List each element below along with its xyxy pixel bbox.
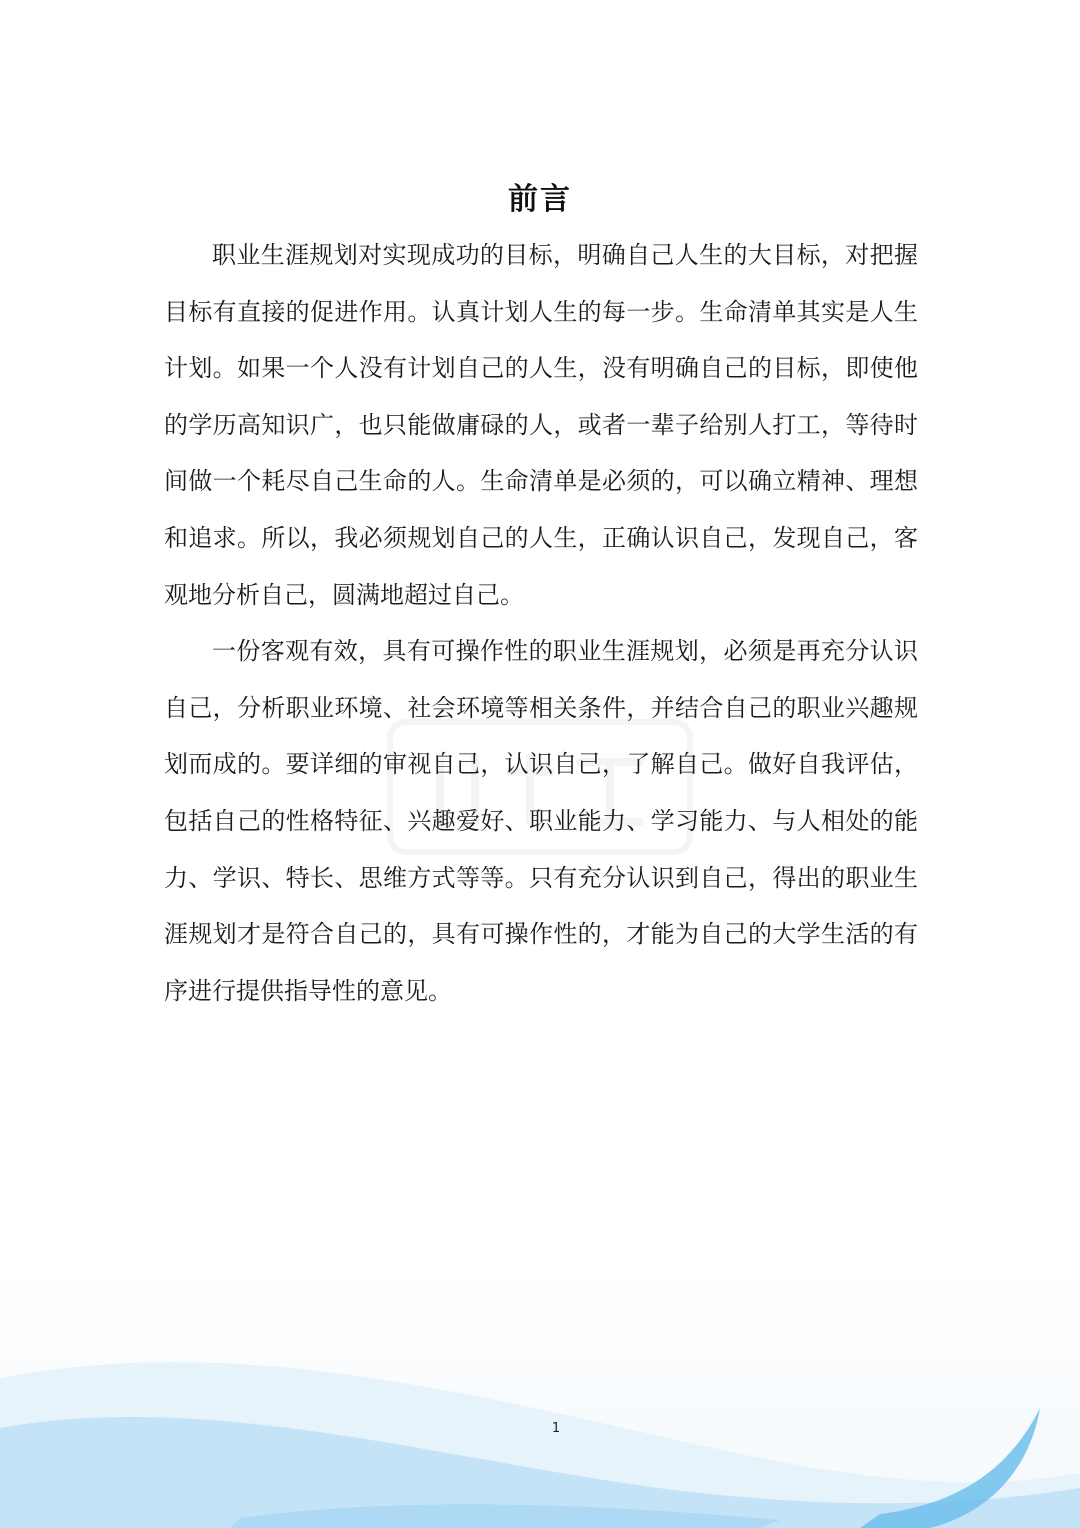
page-number: 1 <box>551 1421 561 1436</box>
body-text <box>164 227 918 1019</box>
paragraph-2: 一份客观有效，具有可操作性的职业生涯规划，必须是再充分认识自己，分析职业环境、社会环境等相关条件，并结合自己的职业兴趣规划而成的。要详细的审视自己，认识自己，了解自己。做好自我评估，包括自己的性格特征、兴趣爱好、职业能力、学习能力、与人相处的能力、学识、特长、思维方式等等。只有充分认识到自己，得出的职业生涯规划才是符合自己的，具有可操作性的，才能为自己的大学生活的有序进行提供指导性的意见。 <box>164 637 918 1005</box>
page-title: 前言 <box>508 182 572 218</box>
decorative-wave-background <box>0 1268 1080 1528</box>
paragraph-1: 职业生涯规划对实现成功的目标，明确自己人生的大目标，对把握目标有直接的促进作用。认真计划人生的每一步。生命清单其实是人生计划。如果一个人没有计划自己的人生，没有明确自己的目标，即使他的学历高知识广，也只能做庸碌的人，或者一辈子给别人打工，等待时间做一个耗尽自己生命的人。生命清单是必须的，可以确立精神、理想和追求。所以，我必须规划自己的人生，正确认识自己，发现自己，客观地分析自己，圆满地超过自己。 <box>164 241 918 609</box>
